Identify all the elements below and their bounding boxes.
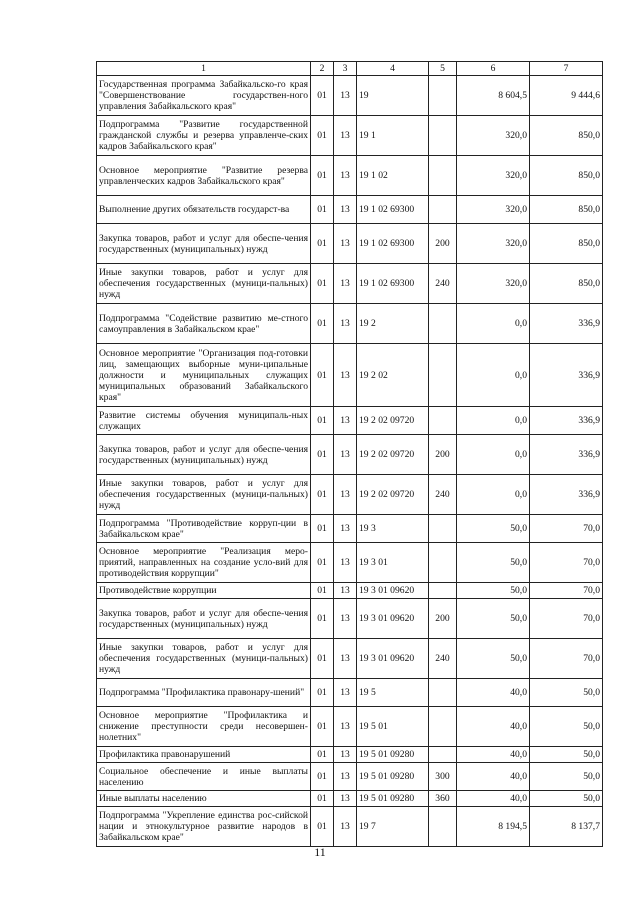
row-target-code-cell: 19 3 01 [357, 543, 429, 583]
row-target-code-cell: 19 3 [357, 515, 429, 543]
row-subsection-cell: 13 [334, 156, 357, 196]
row-subsection-cell: 13 [334, 583, 357, 599]
table-body [97, 76, 603, 847]
table-row [97, 224, 603, 264]
row-section-cell: 01 [311, 707, 334, 747]
table-row [97, 435, 603, 475]
row-amount-1-cell: 0,0 [457, 304, 530, 344]
row-name-cell: Закупка товаров, работ и услуг для обеспе-чения государственных (муниципальных) нужд [97, 435, 311, 475]
row-section-cell: 01 [311, 515, 334, 543]
row-section-cell: 01 [311, 807, 334, 847]
row-name-cell: Подпрограмма "Профилактика правонару-шений" [97, 679, 311, 707]
table-row [97, 264, 603, 304]
row-amount-2-cell: 336,9 [530, 344, 603, 407]
row-amount-1-cell: 40,0 [457, 791, 530, 807]
row-amount-1-cell: 50,0 [457, 599, 530, 639]
table-row [97, 196, 603, 224]
row-section-cell: 01 [311, 76, 334, 116]
row-amount-1-cell: 0,0 [457, 344, 530, 407]
row-name-cell: Профилактика правонарушений [97, 747, 311, 763]
table-row [97, 116, 603, 156]
row-amount-1-cell: 0,0 [457, 475, 530, 515]
row-expense-type-cell [429, 583, 457, 599]
table-row [97, 639, 603, 679]
row-section-cell: 01 [311, 435, 334, 475]
row-amount-2-cell: 850,0 [530, 116, 603, 156]
row-target-code-cell: 19 1 02 69300 [357, 264, 429, 304]
row-subsection-cell: 13 [334, 264, 357, 304]
row-amount-1-cell: 40,0 [457, 763, 530, 791]
table-row [97, 156, 603, 196]
row-section-cell: 01 [311, 407, 334, 435]
row-expense-type-cell: 300 [429, 763, 457, 791]
row-target-code-cell: 19 2 02 09720 [357, 435, 429, 475]
row-expense-type-cell: 200 [429, 599, 457, 639]
row-section-cell: 01 [311, 196, 334, 224]
row-target-code-cell: 19 1 02 [357, 156, 429, 196]
row-amount-2-cell: 8 137,7 [530, 807, 603, 847]
row-amount-1-cell: 320,0 [457, 224, 530, 264]
row-section-cell: 01 [311, 543, 334, 583]
row-amount-2-cell: 850,0 [530, 156, 603, 196]
row-amount-2-cell: 50,0 [530, 747, 603, 763]
row-expense-type-cell: 240 [429, 475, 457, 515]
row-target-code-cell: 19 5 [357, 679, 429, 707]
row-target-code-cell: 19 3 01 09620 [357, 599, 429, 639]
row-subsection-cell: 13 [334, 435, 357, 475]
row-section-cell: 01 [311, 475, 334, 515]
row-amount-2-cell: 70,0 [530, 515, 603, 543]
row-amount-2-cell: 50,0 [530, 791, 603, 807]
header-col-5: 5 [429, 62, 457, 76]
row-target-code-cell: 19 1 [357, 116, 429, 156]
row-expense-type-cell: 240 [429, 264, 457, 304]
row-subsection-cell: 13 [334, 475, 357, 515]
row-section-cell: 01 [311, 264, 334, 304]
row-subsection-cell: 13 [334, 599, 357, 639]
row-amount-2-cell: 336,9 [530, 304, 603, 344]
row-name-cell: Иные закупки товаров, работ и услуг для обеспечения государственных (муници-пальных) нужд [97, 475, 311, 515]
row-expense-type-cell: 360 [429, 791, 457, 807]
row-subsection-cell: 13 [334, 707, 357, 747]
row-section-cell: 01 [311, 679, 334, 707]
row-expense-type-cell [429, 707, 457, 747]
table-row [97, 763, 603, 791]
row-section-cell: 01 [311, 763, 334, 791]
row-amount-1-cell: 50,0 [457, 515, 530, 543]
row-target-code-cell: 19 1 02 69300 [357, 224, 429, 264]
row-subsection-cell: 13 [334, 543, 357, 583]
row-section-cell: 01 [311, 116, 334, 156]
row-amount-1-cell: 320,0 [457, 264, 530, 304]
row-target-code-cell: 19 7 [357, 807, 429, 847]
row-amount-1-cell: 0,0 [457, 407, 530, 435]
row-amount-1-cell: 50,0 [457, 639, 530, 679]
row-amount-1-cell: 40,0 [457, 679, 530, 707]
row-amount-1-cell: 50,0 [457, 543, 530, 583]
row-expense-type-cell [429, 156, 457, 196]
row-expense-type-cell [429, 807, 457, 847]
row-expense-type-cell [429, 543, 457, 583]
row-target-code-cell: 19 5 01 [357, 707, 429, 747]
row-subsection-cell: 13 [334, 807, 357, 847]
row-amount-2-cell: 9 444,6 [530, 76, 603, 116]
row-amount-2-cell: 70,0 [530, 639, 603, 679]
row-amount-2-cell: 50,0 [530, 707, 603, 747]
row-amount-2-cell: 50,0 [530, 763, 603, 791]
row-section-cell: 01 [311, 583, 334, 599]
table-header-row [97, 62, 603, 76]
header-col-2: 2 [311, 62, 334, 76]
table-row [97, 475, 603, 515]
row-expense-type-cell [429, 344, 457, 407]
row-expense-type-cell [429, 407, 457, 435]
row-subsection-cell: 13 [334, 679, 357, 707]
table-row [97, 707, 603, 747]
row-section-cell: 01 [311, 599, 334, 639]
table-row [97, 679, 603, 707]
row-name-cell: Основное мероприятие "Организация под-готовки лиц, замещающих выборные муни-ципальные должности и муниципальных служащих муниципальных образований Забайкальского края" [97, 344, 311, 407]
row-expense-type-cell [429, 747, 457, 763]
header-col-7: 7 [530, 62, 603, 76]
row-name-cell: Основное мероприятие "Реализация меро-приятий, направленных на создание усло-вий для противодействия коррупции" [97, 543, 311, 583]
row-expense-type-cell: 240 [429, 639, 457, 679]
row-target-code-cell: 19 3 01 09620 [357, 583, 429, 599]
row-amount-2-cell: 70,0 [530, 599, 603, 639]
row-amount-2-cell: 70,0 [530, 543, 603, 583]
row-subsection-cell: 13 [334, 747, 357, 763]
row-subsection-cell: 13 [334, 344, 357, 407]
row-section-cell: 01 [311, 747, 334, 763]
row-name-cell: Противодействие коррупции [97, 583, 311, 599]
row-subsection-cell: 13 [334, 76, 357, 116]
table-row [97, 407, 603, 435]
row-subsection-cell: 13 [334, 639, 357, 679]
table-row [97, 344, 603, 407]
row-name-cell: Подпрограмма "Содействие развитию ме-стного самоуправления в Забайкальском крае" [97, 304, 311, 344]
row-expense-type-cell [429, 76, 457, 116]
row-expense-type-cell [429, 515, 457, 543]
row-amount-2-cell: 850,0 [530, 264, 603, 304]
row-amount-1-cell: 40,0 [457, 747, 530, 763]
row-amount-2-cell: 336,9 [530, 407, 603, 435]
row-expense-type-cell [429, 304, 457, 344]
row-target-code-cell: 19 [357, 76, 429, 116]
table-row [97, 791, 603, 807]
table-row [97, 807, 603, 847]
row-subsection-cell: 13 [334, 224, 357, 264]
row-target-code-cell: 19 5 01 09280 [357, 763, 429, 791]
row-section-cell: 01 [311, 156, 334, 196]
row-amount-2-cell: 50,0 [530, 679, 603, 707]
row-expense-type-cell [429, 679, 457, 707]
row-expense-type-cell [429, 116, 457, 156]
row-amount-1-cell: 0,0 [457, 435, 530, 475]
row-name-cell: Закупка товаров, работ и услуг для обеспе-чения государственных (муниципальных) нужд [97, 599, 311, 639]
row-target-code-cell: 19 2 02 09720 [357, 475, 429, 515]
row-subsection-cell: 13 [334, 515, 357, 543]
row-name-cell: Иные закупки товаров, работ и услуг для обеспечения государственных (муници-пальных) нужд [97, 639, 311, 679]
row-target-code-cell: 19 3 01 09620 [357, 639, 429, 679]
row-expense-type-cell: 200 [429, 435, 457, 475]
row-subsection-cell: 13 [334, 304, 357, 344]
row-name-cell: Основное мероприятие "Профилактика и снижение преступности среди несовершен-нолетних" [97, 707, 311, 747]
row-amount-2-cell: 336,9 [530, 475, 603, 515]
row-section-cell: 01 [311, 791, 334, 807]
row-subsection-cell: 13 [334, 196, 357, 224]
row-name-cell: Социальное обеспечение и иные выплаты населению [97, 763, 311, 791]
row-amount-2-cell: 850,0 [530, 196, 603, 224]
row-name-cell: Государственная программа Забайкальско-го края "Совершенствование государствен-ного управления Забайкальского края" [97, 76, 311, 116]
row-target-code-cell: 19 1 02 69300 [357, 196, 429, 224]
header-col-1: 1 [97, 62, 311, 76]
row-section-cell: 01 [311, 639, 334, 679]
table-row [97, 304, 603, 344]
table-row [97, 515, 603, 543]
budget-table [96, 61, 603, 847]
row-name-cell: Иные закупки товаров, работ и услуг для обеспечения государственных (муници-пальных) нужд [97, 264, 311, 304]
row-subsection-cell: 13 [334, 116, 357, 156]
row-amount-2-cell: 70,0 [530, 583, 603, 599]
row-name-cell: Закупка товаров, работ и услуг для обеспе-чения государственных (муниципальных) нужд [97, 224, 311, 264]
row-section-cell: 01 [311, 344, 334, 407]
row-amount-1-cell: 320,0 [457, 196, 530, 224]
row-name-cell: Иные выплаты населению [97, 791, 311, 807]
row-subsection-cell: 13 [334, 407, 357, 435]
row-name-cell: Основное мероприятие "Развитие резерва управленческих кадров Забайкальского края" [97, 156, 311, 196]
row-target-code-cell: 19 2 02 [357, 344, 429, 407]
row-section-cell: 01 [311, 224, 334, 264]
row-name-cell: Подпрограмма "Противодействие корруп-ции в Забайкальском крае" [97, 515, 311, 543]
row-section-cell: 01 [311, 304, 334, 344]
row-amount-1-cell: 50,0 [457, 583, 530, 599]
row-subsection-cell: 13 [334, 763, 357, 791]
page-number: 11 [314, 845, 326, 859]
row-amount-1-cell: 320,0 [457, 156, 530, 196]
row-name-cell: Подпрограмма "Укрепление единства рос-сийской нации и этнокультурное развитие народов в Забайкальском крае" [97, 807, 311, 847]
row-amount-2-cell: 336,9 [530, 435, 603, 475]
row-target-code-cell: 19 2 [357, 304, 429, 344]
table-row [97, 583, 603, 599]
row-target-code-cell: 19 5 01 09280 [357, 747, 429, 763]
table-row [97, 76, 603, 116]
table-row [97, 599, 603, 639]
row-target-code-cell: 19 5 01 09280 [357, 791, 429, 807]
row-subsection-cell: 13 [334, 791, 357, 807]
table-row [97, 543, 603, 583]
row-target-code-cell: 19 2 02 09720 [357, 407, 429, 435]
header-col-4: 4 [357, 62, 429, 76]
row-amount-1-cell: 40,0 [457, 707, 530, 747]
header-col-6: 6 [457, 62, 530, 76]
row-amount-1-cell: 8 194,5 [457, 807, 530, 847]
row-name-cell: Развитие системы обучения муниципаль-ных служащих [97, 407, 311, 435]
row-expense-type-cell: 200 [429, 224, 457, 264]
row-amount-2-cell: 850,0 [530, 224, 603, 264]
row-amount-1-cell: 320,0 [457, 116, 530, 156]
table-row [97, 747, 603, 763]
row-amount-1-cell: 8 604,5 [457, 76, 530, 116]
header-col-3: 3 [334, 62, 357, 76]
row-name-cell: Подпрограмма "Развитие государственной гражданской службы и резерва управленче-ских кадров Забайкальского края" [97, 116, 311, 156]
row-expense-type-cell [429, 196, 457, 224]
row-name-cell: Выполнение других обязательств государст-ва [97, 196, 311, 224]
